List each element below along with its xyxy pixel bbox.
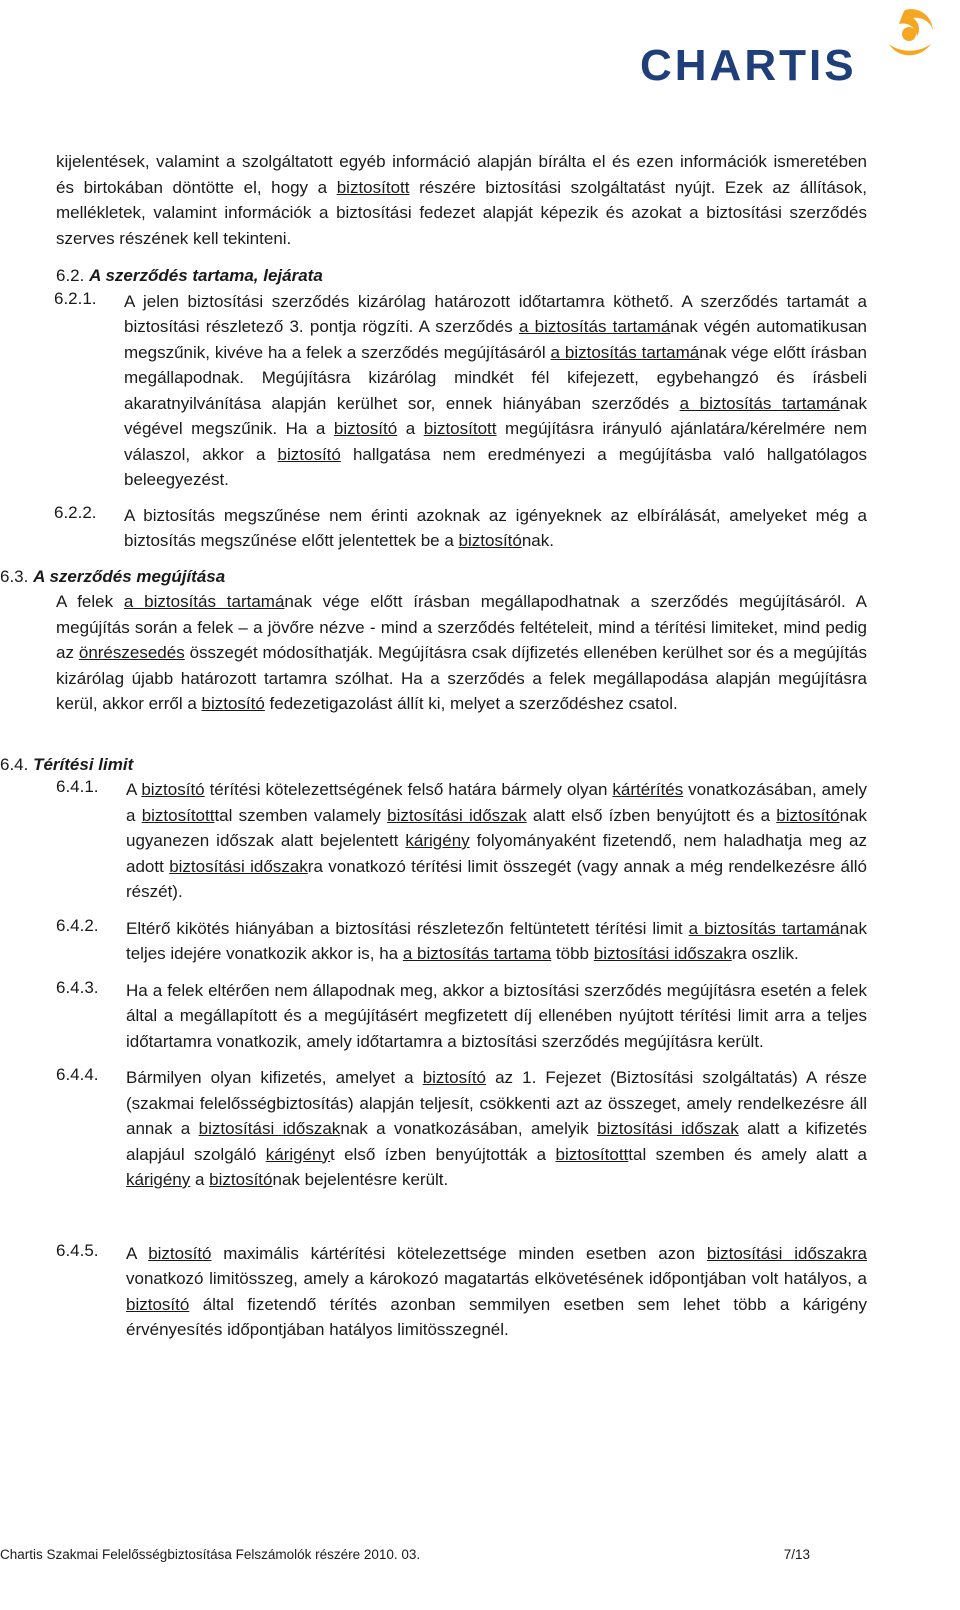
section-6-3-heading: 6.3. A szerződés megújítása: [0, 566, 226, 586]
chartis-logo: [640, 4, 940, 96]
section-6-3-text: A felek a biztosítás tartamának vége előtt írásban megállapodhatnak a szerződés megújításáról. A megújítás során a felek – a jövőre nézve - mind a szerződés feltételeit, mind a térítési limiteket, mind pedig az önrészesedés összegét módosíthatják. Megújításra csak díjfizetés ellenében kerülhet sor és a megújítás kizárólag újabb határozott tartamra szólhat. Ha a szerződés a felek megállapodása alapján megújításra kerül, akkor erről a biztosító fedezetigazolást állít ki, melyet a szerződéshez csatol.: [56, 592, 867, 713]
clause-6-2-2: 6.2.2. A biztosítás megszűnése nem érinti azoknak az igényeknek az elbírálását, amelyeket még a biztosítás megszűnése előtt jelentettek be a biztosítónak.: [54, 502, 867, 550]
page-footer: [0, 1547, 810, 1562]
logo-wordmark: CHARTIS: [640, 41, 857, 90]
clause-6-4-1: 6.4.1. A biztosító térítési kötelezettségének felső határa bármely olyan kártérítés vonatkozásában, amely a biztosítotttal szemben valamely biztosítási időszak alatt első ízben benyújtott és a biztosítónak ugyanezen időszak alatt bejelentett kárigény folyományaként fizetendő, nem haladhatja meg az adott biztosítási időszakra vonatkozó térítési limit összegét (vagy annak a még rendelkezésre álló részét).: [56, 777, 868, 901]
intro-paragraph: kijelentések, valamint a szolgáltatott egyéb információ alapján bírálta el és ezen információk ismeretében és birtokában döntötte el, hogy a biztosított részére biztosítási szolgáltatást nyújt. Ezek az állítások, mellékletek, valamint információk a biztosítási fedezet alapját képezik és azokat a biztosítási szerződés szerves részének kell tekinteni.: [56, 152, 867, 248]
clause-6-4-5: 6.4.5. A biztosító maximális kártérítési kötelezettsége minden esetben azon biztosítási időszakra vonatkozó limitösszeg, amely a károkozó magatartás elkövetésének időpontjában volt hatályos, a biztosító által fizetendő térítés azonban semmilyen esetben sem lehet több a kárigény érvényesítés időpontjában hatályos limitösszegnél.: [56, 1240, 867, 1339]
clause-6-4-3: 6.4.3. Ha a felek eltérően nem állapodnak meg, akkor a biztosítási szerződés megújításra esetén a felek által a megállapított és a megújításért megfizetett díj ellenében nyújtott térítési limit arra a teljes időtartamra vonatkozik, amely időtartamra a biztosítási szerződés megújításra került.: [56, 977, 867, 1051]
clause-6-4-2: 6.4.2. Eltérő kikötés hiányában a biztosítási részletezőn feltüntetett térítési limit a biztosítás tartamának teljes idejére vonatkozik akkor is, ha a biztosítás tartama több biztosítási időszakra oszlik.: [56, 915, 867, 963]
section-6-2-heading: 6.2. A szerződés tartama, lejárata: [56, 266, 323, 285]
document-body: [0, 149, 868, 1343]
clause-6-2-1: 6.2.1. A jelen biztosítási szerződés kizárólag határozott időtartamra köthető. A szerződés tartamát a biztosítási részletező 3. pontja rögzíti. A szerződés a biztosítás tartamának végén automatikusan megszűnik, kivéve ha a felek a szerződés megújításáról a biztosítás tartamának vége előtt írásban megállapodnak. Megújításra kizárólag mindkét fél kifejezett, egybehangzó és írásbeli akaratnyilvánítása alapján kerülhet sor, ennek hiányában szerződés a biztosítás tartamának végével megszűnik. Ha a biztosító a biztosított megújításra irányuló ajánlatára/kérelmére nem válaszol, akkor a biztosító hallgatása nem eredményezi a megújításba való hallgatólagos beleegyezést.: [54, 288, 868, 489]
clause-6-4-4: 6.4.4. Bármilyen olyan kifizetés, amelyet a biztosító az 1. Fejezet (Biztosítási szolgáltatás) A része (szakmai felelősségbiztosítás) alapján teljesít, csökkenti azt az összeget, amely rendelkezésre áll annak a biztosítási időszaknak a vonatkozásában, amelyik biztosítási időszak alatt a kifizetés alapjául szolgáló kárigényt első ízben benyújtották a biztosítotttal szemben és amely alatt a kárigény a biztosítónak bejelentésre került.: [56, 1065, 868, 1189]
page-number: 7/13: [783, 1547, 810, 1562]
section-6-4-heading: 6.4. Térítési limit: [0, 754, 134, 774]
footer-title: Chartis Szakmai Felelősségbiztosítása Felszámolók részére 2010. 03.: [0, 1547, 421, 1562]
sun-swoosh-icon: [875, 4, 937, 62]
